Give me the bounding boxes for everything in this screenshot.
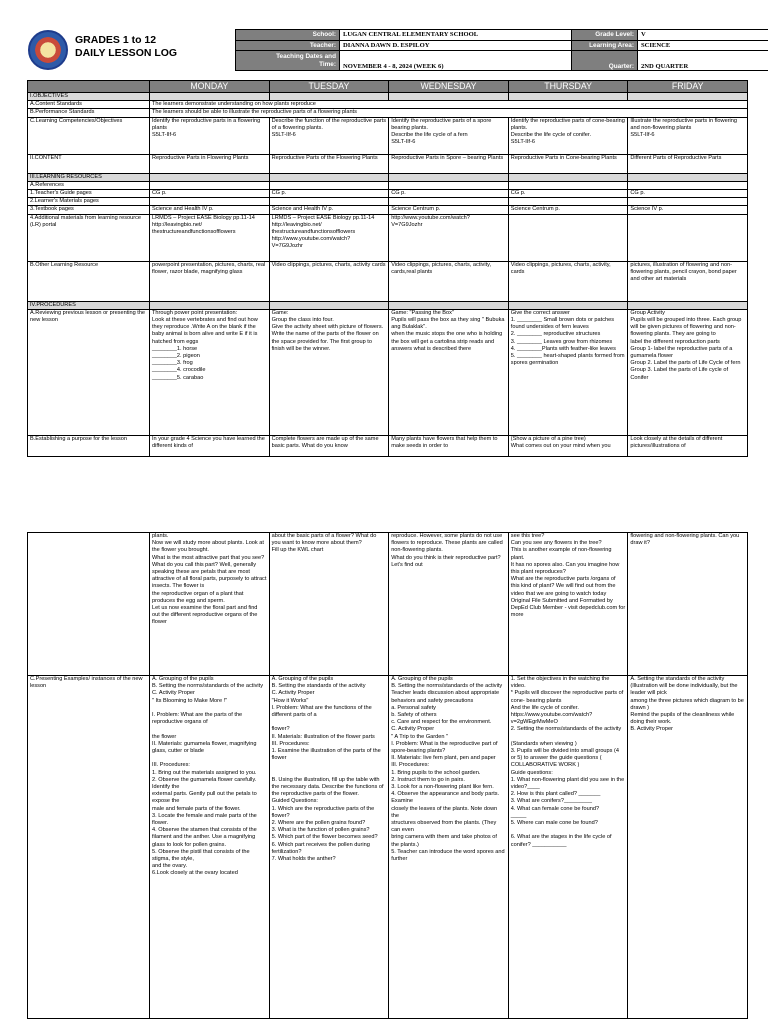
row-label: 1.Teacher's Guide pages: [28, 190, 150, 198]
day-cell-thursday: (Show a picture of a pine tree) What comes out on your mind when you: [508, 435, 628, 456]
day-cell-monday: A. Grouping of the pupils B. Setting the norms/standards of the activity C. Activity Proper " Its Blooming to Make More !" I. Problem: What are the parts of the reproductive organs of the flower II. Materials: gumamela flower, magnifying glass, cutter or blade III. Procedures: 1. Bring out the materials assigned to you. 2. Observe the gumamela flower carefully. Identify the external parts. Gently pull out the petals to expose the male and female parts of the flower. 3. Locate the female and male parts of the flower. 4. Observe the stamen that consists of the filament and the anther. Use a magnifying glass to look for pollen grains. 5. Observe the pistil that consists of the stigma, the style, and the ovary. 6.Look closely at the ovary located: [150, 676, 270, 1019]
title-line-2: DAILY LESSON LOG: [75, 47, 178, 59]
row-label: B.Establishing a purpose for the lesson: [28, 435, 150, 456]
day-cell-friday: flowering and non-flowering plants. Can you draw it?: [628, 533, 748, 676]
day-cell-monday: Identify the reproductive parts in a flowering plants S5LT-IIf-6: [150, 117, 270, 154]
day-cell-monday: powerpoint presentation, pictures, charts, real flower, razor blade, magnifying glass: [150, 261, 270, 301]
day-cell-wednesday: [389, 301, 509, 309]
standard-text-cell: The learners should be able to illustrate the reproductive parts of a flowering plants: [150, 109, 748, 117]
day-cell-thursday: [508, 301, 628, 309]
area-label: Learning Area:: [572, 40, 638, 51]
title-line-1: GRADES 1 to 12: [75, 34, 157, 46]
day-cell-tuesday: Game: Group the class into four. Give the activity sheet with picture of flowers. Write the name of the parts of the flower on the space provided for. The first group to finish will be the winner.: [269, 309, 389, 435]
row-label: II.CONTENT: [28, 154, 150, 173]
table-row: [28, 435, 748, 456]
row-label: I.OBJECTIVES: [28, 93, 150, 101]
day-cell-thursday: CG p.: [508, 190, 628, 198]
day-cell-friday: [628, 214, 748, 261]
quarter-value: 2ND QUARTER: [638, 51, 768, 71]
document-title: [75, 34, 177, 60]
dates-label: [236, 51, 340, 71]
day-cell-friday: Group Activity Pupils will be grouped into three. Each group will be given pictures of flowering and non-flowering plants. They are going to label the different reproduction parts Group 1- label the reproductive parts of a gumamela flower Group 2. Label the parts of Life Cycle of fern Group 3. Label the parts of Life cycle of Conifer: [628, 309, 748, 435]
day-cell-tuesday: Reproductive Parts of the Flowering Plants: [269, 154, 389, 173]
day-cell-monday: In your grade 4 Science you have learned the different kinds of: [150, 435, 270, 456]
grade-value: V: [638, 30, 768, 41]
day-cell-friday: [628, 93, 748, 101]
table-row: [28, 93, 748, 101]
page-gap: [0, 480, 768, 532]
day-cell-tuesday: [269, 93, 389, 101]
day-cell-friday: Different Parts of Reproductive Parts: [628, 154, 748, 173]
day-cell-thursday: see this tree? Can you see any flowers in the tree? This is another example of non-flowering plant. It has no spores also. Can you imagine how this plant reproduces? What are the reproductive parts /organs of this kind of plant? We will find out from the video that we are going to watch today Original File Submitted and Formatted by DepEd Club Member - visit depedclub.com for more: [508, 533, 628, 676]
day-cell-tuesday: Describe the function of the reproductive parts of a flowering plants. S5LT-IIf-6: [269, 117, 389, 154]
day-cell-wednesday: [389, 93, 509, 101]
table-row: [28, 206, 748, 214]
day-cell-friday: A. Setting the standards of the activity (Illustration will be done individually, but the leader will pick among the three pictures which diagram to be drawn ) Remind the pupils of the cleanliness while doing their work. B. Activity Proper: [628, 676, 748, 1019]
table-row: [28, 154, 748, 173]
day-cell-monday: [150, 198, 270, 206]
day-cell-thursday: Identify the reproductive parts of cone-bearing plants. Describe the life cycle of conifer. S5LT-IIf-6: [508, 117, 628, 154]
header-info-table: [235, 29, 768, 71]
day-header: WEDNESDAY: [389, 81, 509, 93]
day-cell-tuesday: A. Grouping of the pupils B. Setting the standards of the activity C. Activity Proper "How it Works" I. Problem: What are the functions of the different parts of a flower? II. Materials: illustration of the flower parts III. Procedures: 1. Examine the illustration of the parts of the flower B. Using the illustration, fill up the table with the necessary data. Describe the functions of the reproductive parts of the flower. Guided Questions: 1. Which are the reproductive parts of the flower? 2. Where are the pollen grains found? 3. What is the function of pollen grains? 5. Which part of the flower becomes seed? 6. Which part receives the pollen during fertilization? 7. What holds the anther?: [269, 676, 389, 1019]
row-label: A.Reviewing previous lesson or presenting the new lesson: [28, 309, 150, 435]
day-cell-wednesday: Many plants have flowers that help them to make seeds in order to: [389, 435, 509, 456]
day-cell-tuesday: [269, 181, 389, 189]
day-cell-tuesday: [269, 198, 389, 206]
day-cell-monday: [150, 301, 270, 309]
row-label: IV.PROCEDURES: [28, 301, 150, 309]
day-cell-friday: [628, 301, 748, 309]
row-label: 3.Textbook pages: [28, 206, 150, 214]
day-cell-tuesday: Science and Health IV p.: [269, 206, 389, 214]
page-2: [0, 532, 768, 1024]
day-cell-monday: [150, 173, 270, 181]
row-label: B.Other Learning Resource: [28, 261, 150, 301]
day-cell-friday: Illustrate the reproductive parts in flowering and non-flowering plants S5LT-IIf-6: [628, 117, 748, 154]
day-cell-wednesday: http://www.youtube.com/watch? V=7G9Jozhr: [389, 214, 509, 261]
day-cell-monday: plants. Now we will study more about plants. Look at the flower you brought. What is the most attractive part that you see? What do you call this part? Well, generally speaking these are petals that are most attractive of all floral parts, purposely to attract insects. The flower is the reproductive organ of a plant that produces the egg and sperm. Let us now examine the floral part and find out the different reproductive organs of the flower: [150, 533, 270, 676]
day-cell-friday: CG p.: [628, 190, 748, 198]
row-label: III.LEARNING RESOURCES: [28, 173, 150, 181]
day-cell-friday: pictures, illustration of flowering and non-flowering plants, pencil crayon, bond paper and other art materials: [628, 261, 748, 301]
day-cell-wednesday: Game: "Passing the Box" Pupils will pass the box as they sing " Bubuka ang Bulaklak". when the music stops the one who is holding the box will get a cartolina strip reads and answers what is described there: [389, 309, 509, 435]
day-cell-friday: [628, 181, 748, 189]
day-cell-thursday: [508, 181, 628, 189]
table-row: [28, 117, 748, 154]
dates-label-line-2: Time:: [319, 60, 336, 68]
area-value: SCIENCE: [638, 40, 768, 51]
row-label: C.Presenting Examples/ instances of the new lesson: [28, 676, 150, 1019]
table-row: [28, 101, 748, 109]
corner-header: [28, 81, 150, 93]
row-label: A.References: [28, 181, 150, 189]
day-cell-wednesday: Video clippings, pictures, charts, activity, cards,real plants: [389, 261, 509, 301]
day-cell-wednesday: [389, 181, 509, 189]
row-label: C.Learning Competencies/Objectives: [28, 117, 150, 154]
table-row: [28, 261, 748, 301]
day-cell-monday: LRMDS – Project EASE Biology pp.11-14 http://leavingbio.net/ thestructureandfunctionsofflowers: [150, 214, 270, 261]
day-header: TUESDAY: [269, 81, 389, 93]
lesson-log-table-page-1: [27, 80, 748, 457]
dates-value: NOVEMBER 4 - 8, 2024 (WEEK 6): [340, 51, 572, 71]
standard-text-cell: The learners demonstrate understanding on how plants reproduce: [150, 101, 748, 109]
day-cell-monday: Science and Health IV p.: [150, 206, 270, 214]
row-label: 2.Learner's Materials pages: [28, 198, 150, 206]
day-header: FRIDAY: [628, 81, 748, 93]
day-cell-tuesday: LRMDS – Project EASE Biology pp.11-14 http://leavingbio.net/ thestructureandfunctionsofflowers http://www.youtube.com/watch? V=7G9Jozhr: [269, 214, 389, 261]
day-cell-wednesday: [389, 198, 509, 206]
day-cell-thursday: [508, 93, 628, 101]
row-label: [28, 533, 150, 676]
day-cell-thursday: 1. Set the objectives in the watching the video. * Pupils will discover the reproductive parts of cone- bearing plants And the life cycle of conifer. https://www.youtube.com/watch?v=2gWEgrMwMeO 2. Setting the norms/standards of the activity (Standards when viewing ) 3. Pupils will be divided into small groups (4 or 5) to answer the guide questions ( COLLABORATIVE WORK ) Guide questions: 1. What non-flowering plant did you see in the video?____ 2. How is this plant called? _______ 3. What are conifers?_________ 4. What can female cone be found? _____ 5. Where can male cone be found? 6. What are the stages in the life cycle of conifer? ___________: [508, 676, 628, 1019]
quarter-label: Quarter:: [572, 51, 638, 71]
day-cell-monday: CG p.: [150, 190, 270, 198]
day-header: MONDAY: [150, 81, 270, 93]
day-cell-tuesday: [269, 301, 389, 309]
day-cell-monday: [150, 181, 270, 189]
table-row: [28, 533, 748, 676]
day-cell-thursday: Science Centrum p.: [508, 206, 628, 214]
day-cell-thursday: [508, 214, 628, 261]
day-header-row: [28, 81, 748, 93]
teacher-value: DIANNA DAWN D. ESPILOY: [340, 40, 572, 51]
table-row: [28, 309, 748, 435]
day-cell-wednesday: Identify the reproductive parts of a spore bearing plants. Describe the life cycle of a fern S5LT-IIf-6: [389, 117, 509, 154]
row-label: 4.Additional materials from learning resource (LR) portal: [28, 214, 150, 261]
day-cell-friday: Look closely at the details of different pictures/illustrations of: [628, 435, 748, 456]
day-cell-thursday: [508, 173, 628, 181]
table-row: [28, 190, 748, 198]
day-cell-thursday: Reproductive Parts in Cone-bearing Plants: [508, 154, 628, 173]
table-row: [28, 214, 748, 261]
day-cell-thursday: Give the correct answer 1. ________ Small brown dots or patches found undersides of fern leaves 2. ________ reproductive structures 3. ________ Leaves grow from rhizomes 4. ________Plants with feather-like leaves 5. ________ heart-shaped plants formed from spores germination: [508, 309, 628, 435]
page-1: [0, 0, 768, 480]
day-cell-thursday: [508, 198, 628, 206]
day-cell-tuesday: Video clippings, pictures, charts, activity cards: [269, 261, 389, 301]
table-row: [28, 301, 748, 309]
day-cell-tuesday: CG p.: [269, 190, 389, 198]
table-row: [28, 109, 748, 117]
table-row: [28, 198, 748, 206]
day-cell-monday: Through power point presentation: Look at these vertebrates and find out how they reproduce .Write A on the blank if the baby animal is born alive and write E if it is hatched from eggs ________1. horse ________2. pigeon ________3. frog ________4. crocodile ________5. carabao: [150, 309, 270, 435]
day-cell-friday: [628, 173, 748, 181]
day-cell-friday: Science IV p.: [628, 206, 748, 214]
day-cell-wednesday: [389, 173, 509, 181]
day-cell-wednesday: Science Centrum p.: [389, 206, 509, 214]
deped-seal-icon: [28, 30, 68, 70]
table-row: [28, 181, 748, 189]
dates-label-line-1: Teaching Dates and: [276, 52, 336, 60]
day-cell-tuesday: Complete flowers are made up of the same basic parts. What do you know: [269, 435, 389, 456]
day-cell-wednesday: Reproductive Parts in Spore – bearing Plants: [389, 154, 509, 173]
teacher-label: Teacher:: [236, 40, 340, 51]
day-cell-monday: [150, 93, 270, 101]
dll-header: [27, 29, 747, 73]
table-row: [28, 173, 748, 181]
day-cell-tuesday: about the basic parts of a flower? What do you want to know more about them? Fill up the KWL chart: [269, 533, 389, 676]
day-cell-friday: [628, 198, 748, 206]
table-row: [28, 676, 748, 1019]
day-cell-wednesday: reproduce. However, some plants do not use flowers to reproduce. These plants are called non-flowering plants. What do you think is their reproductive part? Let's find out: [389, 533, 509, 676]
school-label: School:: [236, 30, 340, 41]
lesson-log-table-page-2: [27, 532, 748, 1019]
day-cell-wednesday: CG p.: [389, 190, 509, 198]
row-label: A.Content Standards: [28, 101, 150, 109]
day-header: THURSDAY: [508, 81, 628, 93]
school-value: LUGAN CENTRAL ELEMENTARY SCHOOL: [340, 30, 572, 41]
day-cell-monday: Reproductive Parts in Flowering Plants: [150, 154, 270, 173]
day-cell-thursday: Video clippings, pictures, charts, activity, cards: [508, 261, 628, 301]
row-label: B.Performance Standards: [28, 109, 150, 117]
day-cell-wednesday: A. Grouping of the pupils B. Setting the norms/standards of the activity Teacher leads discussion about appropriate behaviors and safety precautions a. Personal safety b. Safety of others c. Care and respect for the environment. C. Activity Proper " A Trip to the Garden " I. Problem: What is the reproductive part of spore-bearing plants? II. Materials: live fern plant, pen and paper III. Procedures: 1. Bring pupils to the school garden. 2. Instruct them to go in pairs. 3. Look for a non-flowering plant like fern. 4. Observe the appearance and body parts. Examine closely the leaves of the plants. Note down the structures observed from the plants. (They can even bring camera with them and take photos of the plants.) 5. Teacher can introduce the word spores and further: [389, 676, 509, 1019]
day-cell-tuesday: [269, 173, 389, 181]
grade-label: Grade Level:: [572, 30, 638, 41]
